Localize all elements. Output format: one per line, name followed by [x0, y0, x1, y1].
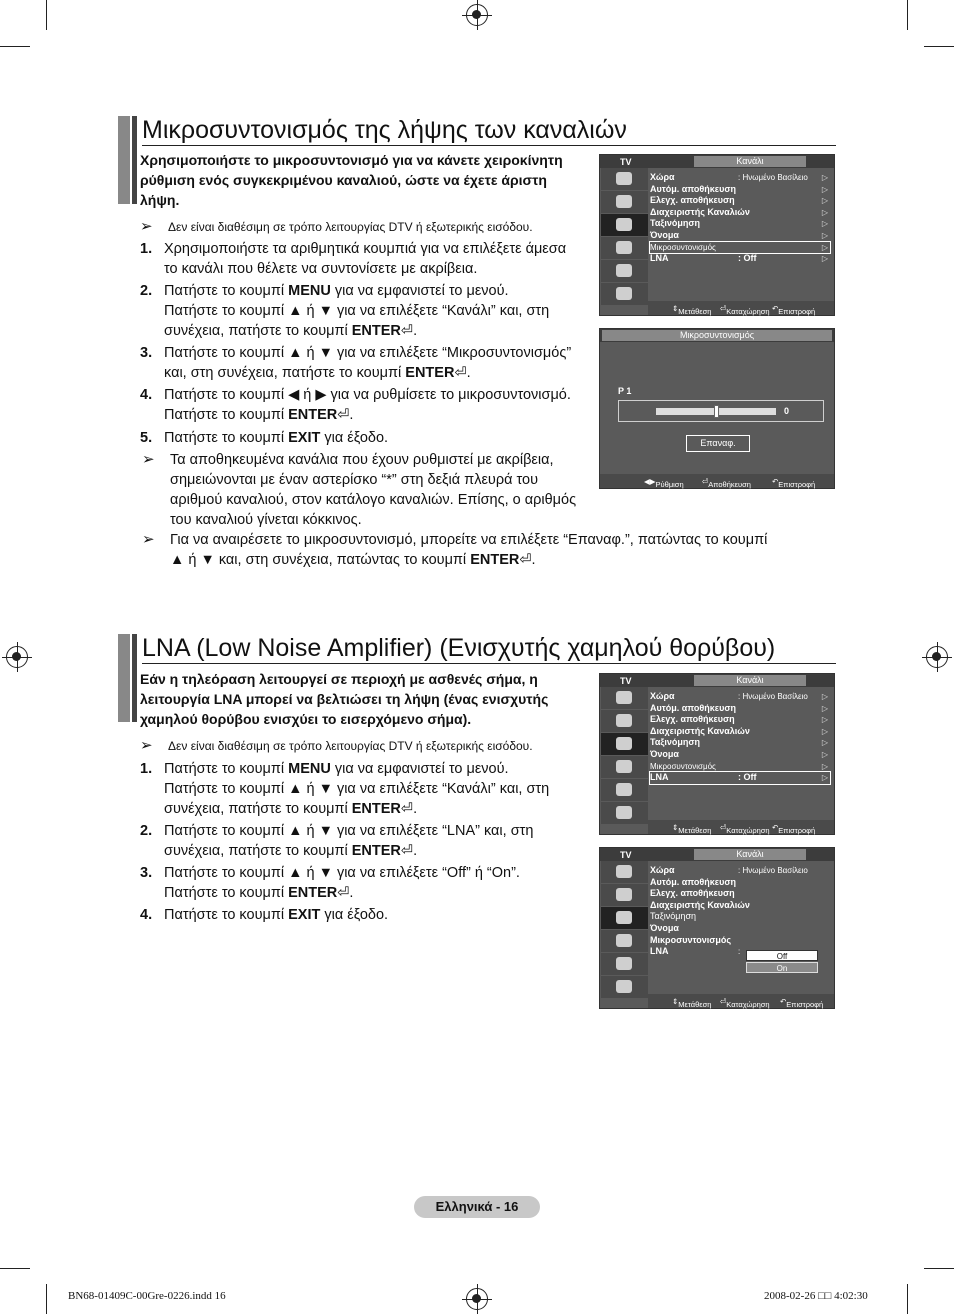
option-on[interactable]: On: [746, 962, 818, 973]
osd-fine-tune: Μικροσυντονισμός P 1 0 Επαναφ. ◀▶ Ρύθμιση ⏎ Αποθήκευση ↶ Επιστροφή: [599, 328, 835, 489]
section-intro: Χρησιμοποιήστε το μικροσυντονισμό για να κάνετε χειροκίνητη ρύθμιση ενός συγκεκριμένου καναλιού, ώστε να έχετε άριστη λήψη.: [140, 152, 563, 208]
enter-icon: ⏎: [337, 407, 350, 423]
registration-mark-icon: [926, 646, 948, 668]
section-intro: Εάν η τηλεόραση λειτουργεί σε περιοχή με ασθενές σήμα, η λειτουργία LNA μπορεί να βελτιώσει τη λήψη (ένας ενισχυτής χαμηλού θορύβου ενισχύει το εισερχόμενο σήμα).: [140, 671, 549, 727]
osd-channel-menu: TV Κανάλι Χώρα : Ηνωμένο Βασίλειο ▷ Αυτόμ. αποθήκευση ▷ Ελεγχ. αποθήκευση ▷ Διαχειριστής Καναλιών ▷ Ταξινόμηση ▷ Όνομα ▷ Μικροσυντονισμός ▷ LNA : Off ▷ ⇕ Μετάθεση ⏎ Καταχώρηση ↶ Επιστροφή: [599, 154, 835, 316]
slider-thumb[interactable]: [714, 405, 719, 418]
channel-icon: [616, 218, 632, 231]
input-icon: [616, 264, 632, 277]
section-title: Μικροσυντονισμός της λήψης των καναλιών: [142, 116, 627, 144]
digital-icon: [616, 980, 632, 993]
input-icon: [616, 783, 632, 796]
section-title: LNA (Low Noise Amplifier) (Ενισχυτής χαμηλού θορύβου): [142, 634, 776, 662]
osd-channel-menu-lna: TV Κανάλι Χώρα : Ηνωμένο Βασίλειο ▷ Αυτόμ. αποθήκευση ▷ Ελεγχ. αποθήκευση ▷ Διαχειριστής Καναλιών ▷ Ταξινόμηση ▷ Όνομα ▷ Μικροσυντονισμός ▷ LNA : Off ▷ ⇕ Μετάθεση ⏎ Καταχώρηση ↶ Επιστροφή: [599, 673, 835, 835]
sound-icon: [616, 195, 632, 208]
registration-mark-icon: [6, 646, 28, 668]
tip: ➢ Για να αναιρέσετε το μικροσυντονισμό, μπορείτε να επιλέξετε “Επαναφ.”, πατώντας το κουμπί ▲ ή ▼ και, στη συνέχεια, πατώντας το κουμπί ENTER⏎.: [142, 531, 768, 568]
sound-icon: [616, 714, 632, 727]
picture-icon: [616, 865, 632, 878]
enter-icon: ⏎: [400, 323, 414, 339]
note-arrow-icon: ➢: [140, 218, 153, 235]
note-arrow-icon: ➢: [142, 531, 155, 548]
note-arrow-icon: ➢: [142, 451, 155, 468]
osd-lna-options: TV Κανάλι Χώρα : Ηνωμένο Βασίλειο Αυτόμ. αποθήκευση Ελεγχ. αποθήκευση Διαχειριστής Καναλιών Ταξινόμηση Όνομα Μικροσυντονισμός LNA : Off On ⇕ Μετάθεση ⏎ Καταχώρηση ↶ Επιστροφή: [599, 847, 835, 1009]
channel-icon: [616, 911, 632, 924]
reset-button[interactable]: Επαναφ.: [686, 435, 750, 452]
print-date: 2008-02-26 □□ 4:02:30: [764, 1290, 868, 1302]
note: ➢ Δεν είναι διαθέσιμη σε τρόπο λειτουργίας DTV ή εξωτερικής εισόδου.: [140, 218, 533, 235]
input-icon: [616, 957, 632, 970]
page-number: Ελληνικά - 16: [414, 1196, 540, 1218]
registration-mark-icon: [466, 4, 488, 26]
enter-icon: ⏎: [337, 885, 350, 901]
channel-icon: [616, 737, 632, 750]
registration-mark-icon: [466, 1288, 488, 1310]
setup-icon: [616, 760, 632, 773]
enter-icon: ⏎: [454, 365, 467, 381]
tip: ➢ Τα αποθηκευμένα κανάλια που έχουν ρυθμιστεί με ακρίβεια, σημειώνονται με έναν αστερίσκο “*” στη δεξιά πλευρά του αριθμού καναλιού, στον κατάλογο καναλιών. Επίσης, ο αριθμός του καναλιού γίνεται κόκκινος.: [142, 451, 577, 528]
enter-icon: ⏎: [400, 843, 414, 859]
enter-icon: ⏎: [519, 552, 532, 568]
setup-icon: [616, 241, 632, 254]
picture-icon: [616, 691, 632, 704]
option-off[interactable]: Off: [746, 950, 818, 961]
note-arrow-icon: ➢: [140, 737, 153, 754]
sound-icon: [616, 888, 632, 901]
note: ➢ Δεν είναι διαθέσιμη σε τρόπο λειτουργίας DTV ή εξωτερικής εισόδου.: [140, 737, 533, 754]
enter-icon: ⏎: [400, 801, 414, 817]
digital-icon: [616, 287, 632, 300]
picture-icon: [616, 172, 632, 185]
digital-icon: [616, 806, 632, 819]
file-info: BN68-01409C-00Gre-0226.indd 16: [68, 1290, 226, 1302]
setup-icon: [616, 934, 632, 947]
